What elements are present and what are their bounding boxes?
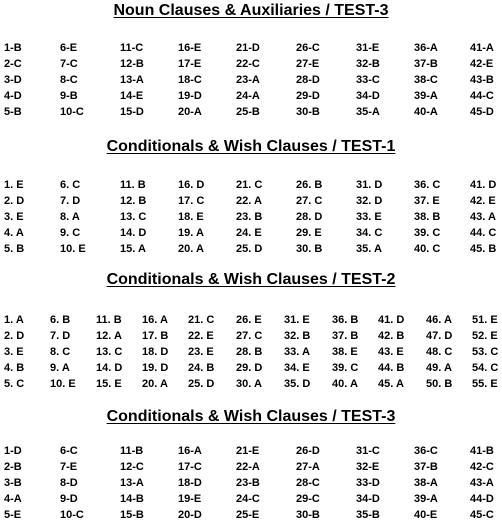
answer-cell: 36. B — [332, 314, 359, 326]
answer-cell: 9-D — [60, 493, 78, 505]
answer-cell: 11-B — [120, 445, 144, 457]
answer-cell: 28-D — [296, 74, 320, 86]
answer-cell: 22-A — [236, 461, 260, 473]
answer-cell: 26. E — [236, 314, 262, 326]
answer-cell: 10-C — [60, 106, 84, 118]
answer-cell: 25. D — [188, 378, 215, 390]
answer-cell: 51. E — [472, 314, 498, 326]
answer-cell: 33-C — [356, 74, 380, 86]
answer-cell: 3. E — [4, 211, 24, 224]
answer-cell: 26-C — [296, 42, 320, 54]
answer-cell: 35. A — [356, 243, 382, 256]
answer-cell: 26-D — [296, 445, 320, 457]
answer-cell: 41-B — [470, 445, 494, 457]
answer-cell: 25. D — [236, 243, 263, 256]
answer-cell: 1. A — [4, 314, 24, 326]
answer-cell: 25-E — [236, 509, 260, 521]
answer-cell: 2-C — [4, 58, 22, 70]
answer-cell: 7. D — [60, 195, 81, 208]
answer-cell: 43. A — [470, 211, 496, 224]
answer-cell: 35-A — [356, 106, 380, 118]
answer-cell: 26. B — [296, 179, 323, 191]
answer-cell: 19. A — [178, 227, 204, 240]
answer-cell: 5-E — [4, 509, 22, 521]
section-title: Noun Clauses & Auxiliaries / TEST-3 — [113, 2, 389, 19]
answer-cell: 37-B — [414, 461, 438, 473]
answer-cell: 36-C — [414, 445, 438, 457]
answer-cell: 43. E — [378, 346, 404, 358]
answer-cell: 8-D — [60, 477, 78, 489]
answer-cell: 34-D — [356, 493, 380, 505]
answer-cell: 10. E — [60, 243, 86, 256]
answer-cell: 5. C — [4, 378, 25, 390]
answer-cell: 42. E — [470, 195, 496, 208]
answer-cell: 1. E — [4, 179, 24, 191]
answer-cell: 44-D — [470, 493, 494, 505]
section-title: Conditionals & Wish Clauses / TEST-2 — [106, 271, 396, 288]
answer-cell: 22. E — [188, 330, 214, 342]
answer-cell: 28-C — [296, 477, 320, 489]
answer-cell: 11. B — [96, 314, 122, 326]
answer-cell: 40. A — [332, 378, 358, 390]
answer-cell: 10-C — [60, 509, 84, 521]
answer-cell: 6. B — [50, 314, 71, 326]
answer-cell: 32-B — [356, 58, 380, 70]
answer-cell: 14. D — [96, 362, 123, 374]
answer-cell: 14-E — [120, 90, 144, 102]
answer-cell: 25-B — [236, 106, 260, 118]
answer-cell: 2-B — [4, 461, 22, 473]
answer-cell: 29-C — [296, 493, 320, 505]
answer-cell: 11. B — [120, 179, 146, 191]
section-title: Conditionals & Wish Clauses / TEST-1 — [106, 138, 396, 155]
answer-cell: 19. D — [142, 362, 169, 374]
answer-cell: 20-A — [178, 106, 202, 118]
answer-cell: 35-B — [356, 509, 380, 521]
answer-cell: 1-D — [4, 445, 22, 457]
answer-cell: 6-E — [60, 42, 78, 54]
answer-cell: 13. C — [120, 211, 147, 224]
answer-cell: 44-C — [470, 90, 494, 102]
answer-cell: 53. C — [472, 346, 499, 358]
answer-cell: 14-B — [120, 493, 144, 505]
answer-cell: 37. E — [414, 195, 440, 208]
answer-cell: 38-C — [414, 74, 438, 86]
answer-cell: 1-B — [4, 42, 22, 54]
section-title: Conditionals & Wish Clauses / TEST-3 — [106, 408, 396, 425]
answer-cell: 20. A — [142, 378, 168, 390]
answer-cell: 39. C — [414, 227, 441, 240]
answer-cell: 36-A — [414, 42, 438, 54]
answer-cell: 31. E — [284, 314, 310, 326]
answer-cell: 18-D — [178, 477, 202, 489]
answer-cell: 40-A — [414, 106, 438, 118]
answer-cell: 7. D — [50, 330, 71, 342]
answer-cell: 23. B — [236, 211, 263, 224]
answer-cell: 15-B — [120, 509, 144, 521]
answer-cell: 21. C — [236, 179, 263, 191]
answer-cell: 6-C — [60, 445, 78, 457]
answer-cell: 12. B — [120, 195, 147, 208]
answer-cell: 4. A — [4, 227, 24, 240]
answer-cell: 49. A — [426, 362, 452, 374]
answer-cell: 32. D — [356, 195, 383, 208]
answer-cell: 50. B — [426, 378, 453, 390]
answer-cell: 32. B — [284, 330, 311, 342]
answer-cell: 30. B — [296, 243, 323, 256]
answer-cell: 41. D — [378, 314, 405, 326]
answer-cell: 8. A — [60, 211, 80, 224]
answer-cell: 38. B — [414, 211, 441, 224]
answer-cell: 45. B — [470, 243, 497, 256]
answer-cell: 27. C — [296, 195, 323, 208]
answer-cell: 16. A — [142, 314, 168, 326]
answer-cell: 37-B — [414, 58, 438, 70]
answer-cell: 46. A — [426, 314, 452, 326]
answer-cell: 43-B — [470, 74, 494, 86]
answer-cell: 42. B — [378, 330, 405, 342]
answer-cell: 14. D — [120, 227, 147, 240]
answer-cell: 29. D — [236, 362, 263, 374]
answer-cell: 17-C — [178, 461, 202, 473]
answer-cell: 16-E — [178, 42, 202, 54]
answer-cell: 47. D — [426, 330, 453, 342]
answer-cell: 9. A — [50, 362, 70, 374]
answer-cell: 31-E — [356, 42, 380, 54]
answer-cell: 13-A — [120, 477, 144, 489]
answer-cell: 15. E — [96, 378, 122, 390]
answer-cell: 45-D — [470, 106, 494, 118]
answer-cell: 24. B — [188, 362, 215, 374]
answer-cell: 3. E — [4, 346, 24, 358]
answer-cell: 39-A — [414, 493, 438, 505]
answer-cell: 10. E — [50, 378, 76, 390]
answer-cell: 16. D — [178, 179, 205, 191]
answer-cell: 15-D — [120, 106, 144, 118]
answer-cell: 22. A — [236, 195, 262, 208]
answer-cell: 42-C — [470, 461, 494, 473]
answer-cell: 22-C — [236, 58, 260, 70]
answer-cell: 28. B — [236, 346, 263, 358]
answer-cell: 42-E — [470, 58, 494, 70]
answer-cell: 35. D — [284, 378, 311, 390]
answer-cell: 21-D — [236, 42, 260, 54]
answer-cell: 27. C — [236, 330, 263, 342]
answer-cell: 17. C — [178, 195, 205, 208]
answer-cell: 44. C — [470, 227, 497, 240]
answer-cell: 2. D — [4, 330, 25, 342]
answer-cell: 45-C — [470, 509, 494, 521]
answer-cell: 19-D — [178, 90, 202, 102]
answer-cell: 33. A — [284, 346, 310, 358]
answer-cell: 4. B — [4, 362, 25, 374]
answer-cell: 30-B — [296, 106, 320, 118]
answer-cell: 38. E — [332, 346, 358, 358]
answer-cell: 30-B — [296, 509, 320, 521]
answer-cell: 7-C — [60, 58, 78, 70]
answer-cell: 23. E — [188, 346, 214, 358]
answer-cell: 21. C — [188, 314, 215, 326]
answer-cell: 39-A — [414, 90, 438, 102]
answer-cell: 20. A — [178, 243, 204, 256]
answer-cell: 40. C — [414, 243, 441, 256]
answer-cell: 52. E — [472, 330, 498, 342]
answer-cell: 34-D — [356, 90, 380, 102]
answer-cell: 3-D — [4, 74, 22, 86]
answer-cell: 13-A — [120, 74, 144, 86]
answer-cell: 41-A — [470, 42, 494, 54]
answer-cell: 24-A — [236, 90, 260, 102]
answer-cell: 15. A — [120, 243, 146, 256]
answer-cell: 12. A — [96, 330, 122, 342]
answer-cell: 20-D — [178, 509, 202, 521]
answer-cell: 19-E — [178, 493, 202, 505]
answer-cell: 17. B — [142, 330, 169, 342]
answer-cell: 11-C — [120, 42, 144, 54]
answer-cell: 23-B — [236, 477, 260, 489]
answer-cell: 41. D — [470, 179, 497, 191]
answer-cell: 43-A — [470, 477, 494, 489]
answer-cell: 38-A — [414, 477, 438, 489]
answer-cell: 34. C — [356, 227, 383, 240]
answer-cell: 27-A — [296, 461, 320, 473]
answer-cell: 12-C — [120, 461, 144, 473]
answer-cell: 7-E — [60, 461, 78, 473]
answer-cell: 17-E — [178, 58, 202, 70]
answer-cell: 3-B — [4, 477, 22, 489]
answer-cell: 40-E — [414, 509, 438, 521]
answer-cell: 32-E — [356, 461, 380, 473]
answer-cell: 54. C — [472, 362, 499, 374]
answer-cell: 18. E — [178, 211, 204, 224]
answer-cell: 36. C — [414, 179, 441, 191]
answer-cell: 4-A — [4, 493, 22, 505]
answer-cell: 18-C — [178, 74, 202, 86]
answer-cell: 8-C — [60, 74, 78, 86]
answer-cell: 21-E — [236, 445, 260, 457]
answer-cell: 30. A — [236, 378, 262, 390]
answer-cell: 45. A — [378, 378, 404, 390]
answer-cell: 8. C — [50, 346, 71, 358]
answer-cell: 18. D — [142, 346, 169, 358]
answer-cell: 29. E — [296, 227, 322, 240]
answer-cell: 24-C — [236, 493, 260, 505]
answer-cell: 33. E — [356, 211, 382, 224]
answer-cell: 28. D — [296, 211, 323, 224]
answer-cell: 12-B — [120, 58, 144, 70]
answer-cell: 9-B — [60, 90, 78, 102]
answer-cell: 5. B — [4, 243, 25, 256]
answer-cell: 44. B — [378, 362, 405, 374]
answer-cell: 5-B — [4, 106, 22, 118]
answer-cell: 48. C — [426, 346, 453, 358]
answer-cell: 31-C — [356, 445, 380, 457]
answer-cell: 9. C — [60, 227, 81, 240]
answer-cell: 29-D — [296, 90, 320, 102]
answer-cell: 39. C — [332, 362, 359, 374]
answer-cell: 31. D — [356, 179, 383, 191]
answer-cell: 33-D — [356, 477, 380, 489]
answer-cell: 4-D — [4, 90, 22, 102]
answer-cell: 24. E — [236, 227, 262, 240]
answer-cell: 6. C — [60, 179, 81, 191]
answer-cell: 27-E — [296, 58, 320, 70]
answer-cell: 16-A — [178, 445, 202, 457]
answer-cell: 2. D — [4, 195, 25, 208]
answer-cell: 37. B — [332, 330, 359, 342]
answer-cell: 55. E — [472, 378, 498, 390]
answer-cell: 34. E — [284, 362, 310, 374]
answer-cell: 23-A — [236, 74, 260, 86]
answer-cell: 13. C — [96, 346, 123, 358]
